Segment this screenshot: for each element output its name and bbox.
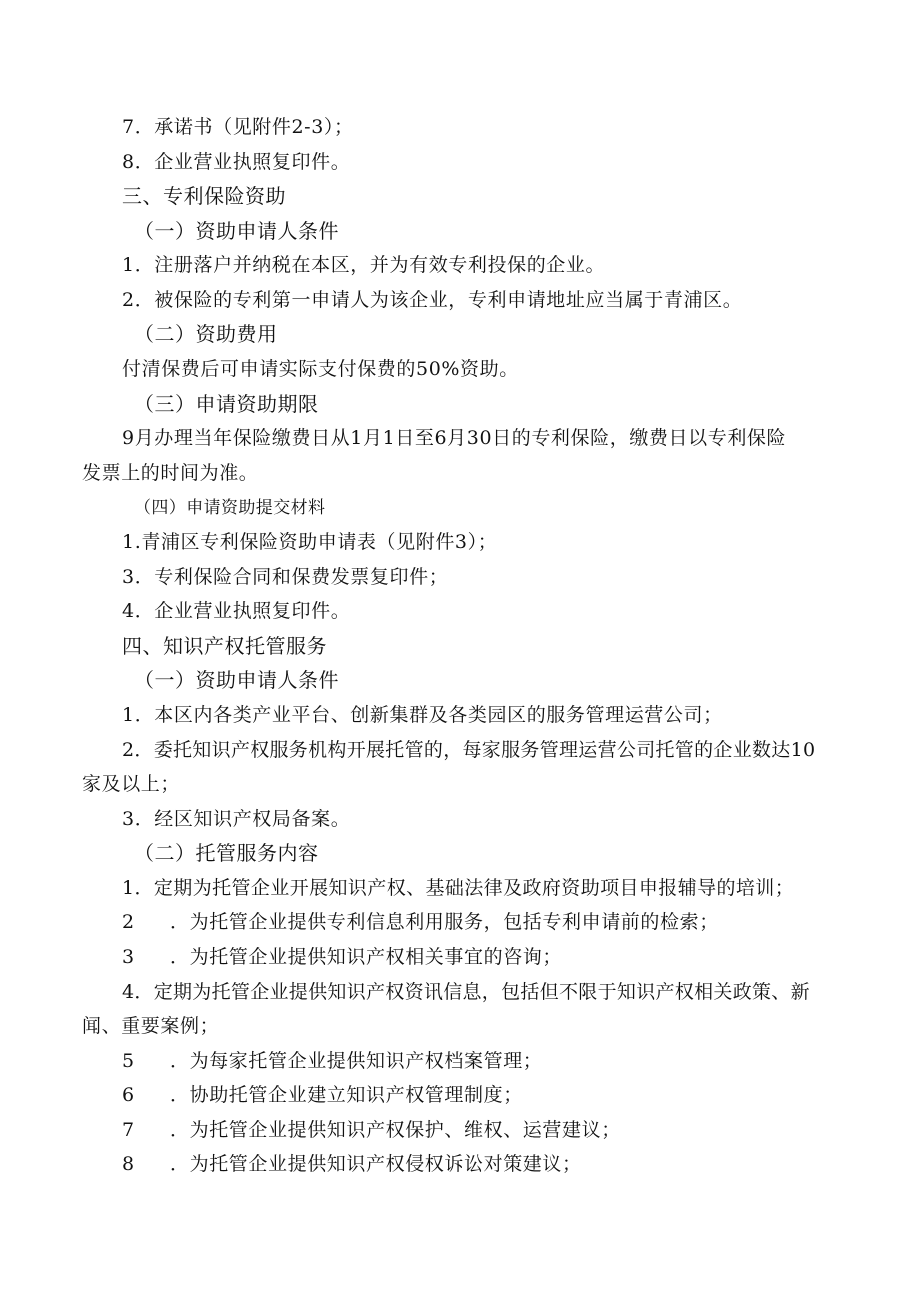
list-number: 8 bbox=[122, 1153, 135, 1175]
list-number: 7 bbox=[122, 1119, 135, 1141]
paragraph: 9月办理当年保险缴费日从1月1日至6月30日的专利保险，缴费日以专利保险 bbox=[122, 427, 787, 449]
list-item: 3．经区知识产权局备案。 bbox=[122, 808, 351, 830]
section-heading: 三、专利保险资助 bbox=[122, 184, 286, 208]
list-item bbox=[122, 945, 562, 969]
list-text: ．协助托管企业建立知识产权管理制度； bbox=[170, 1084, 523, 1106]
list-item bbox=[122, 1049, 542, 1073]
list-number: 3 bbox=[122, 946, 135, 968]
list-item: 2．委托知识产权服务机构开展托管的，每家服务管理运营公司托管的企业数达10 bbox=[122, 739, 816, 761]
list-item: 2．被保险的专利第一申请人为该企业，专利申请地址应当属于青浦区。 bbox=[122, 289, 743, 311]
list-item bbox=[122, 1083, 523, 1107]
list-item: 4．企业营业执照复印件。 bbox=[122, 600, 351, 622]
list-number: 6 bbox=[122, 1084, 135, 1106]
list-text: ．为托管企业提供知识产权保护、维权、运营建议； bbox=[170, 1119, 621, 1141]
list-item bbox=[122, 1118, 621, 1142]
subsection-heading: （二）托管服务内容 bbox=[134, 841, 319, 865]
list-number: 5 bbox=[122, 1050, 135, 1072]
list-item: 3．专利保险合同和保费发票复印件； bbox=[122, 566, 449, 588]
list-item: 1．定期为托管企业开展知识产权、基础法律及政府资助项目申报辅导的培训； bbox=[122, 877, 795, 899]
paragraph: 付清保费后可申请实际支付保费的50%资助。 bbox=[122, 358, 519, 380]
subsection-heading: （二）资助费用 bbox=[134, 322, 278, 346]
paragraph: 发票上的时间为准。 bbox=[82, 462, 259, 484]
list-item: 1.青浦区专利保险资助申请表（见附件3）； bbox=[122, 531, 498, 553]
list-text: ．为托管企业提供知识产权侵权诉讼对策建议； bbox=[170, 1153, 582, 1175]
list-item: 4．定期为托管企业提供知识产权资讯信息，包括但不限于知识产权相关政策、新 bbox=[122, 981, 810, 1003]
section-heading: 四、知识产权托管服务 bbox=[122, 634, 327, 658]
list-text: ．为每家托管企业提供知识产权档案管理； bbox=[170, 1050, 543, 1072]
subsection-heading: （一）资助申请人条件 bbox=[134, 668, 339, 692]
subsection-heading: （三）申请资助期限 bbox=[134, 392, 319, 416]
list-text: ．为托管企业提供知识产权相关事宜的咨询； bbox=[170, 946, 563, 968]
list-item: 家及以上； bbox=[82, 773, 181, 795]
list-item: 7．承诺书（见附件2-3）； bbox=[122, 116, 354, 138]
list-item: 闻、重要案例； bbox=[82, 1015, 220, 1037]
list-text: ．为托管企业提供专利信息利用服务，包括专利申请前的检索； bbox=[170, 911, 719, 933]
list-item bbox=[122, 910, 719, 934]
list-item: 1．本区内各类产业平台、创新集群及各类园区的服务管理运营公司； bbox=[122, 704, 723, 726]
subsection-heading: （四）申请资助提交材料 bbox=[134, 498, 326, 518]
list-item: 1．注册落户并纳税在本区，并为有效专利投保的企业。 bbox=[122, 254, 606, 276]
subsection-heading: （一）资助申请人条件 bbox=[134, 219, 339, 243]
list-number: 2 bbox=[122, 911, 135, 933]
list-item: 8．企业营业执照复印件。 bbox=[122, 151, 351, 173]
list-item bbox=[122, 1152, 582, 1176]
